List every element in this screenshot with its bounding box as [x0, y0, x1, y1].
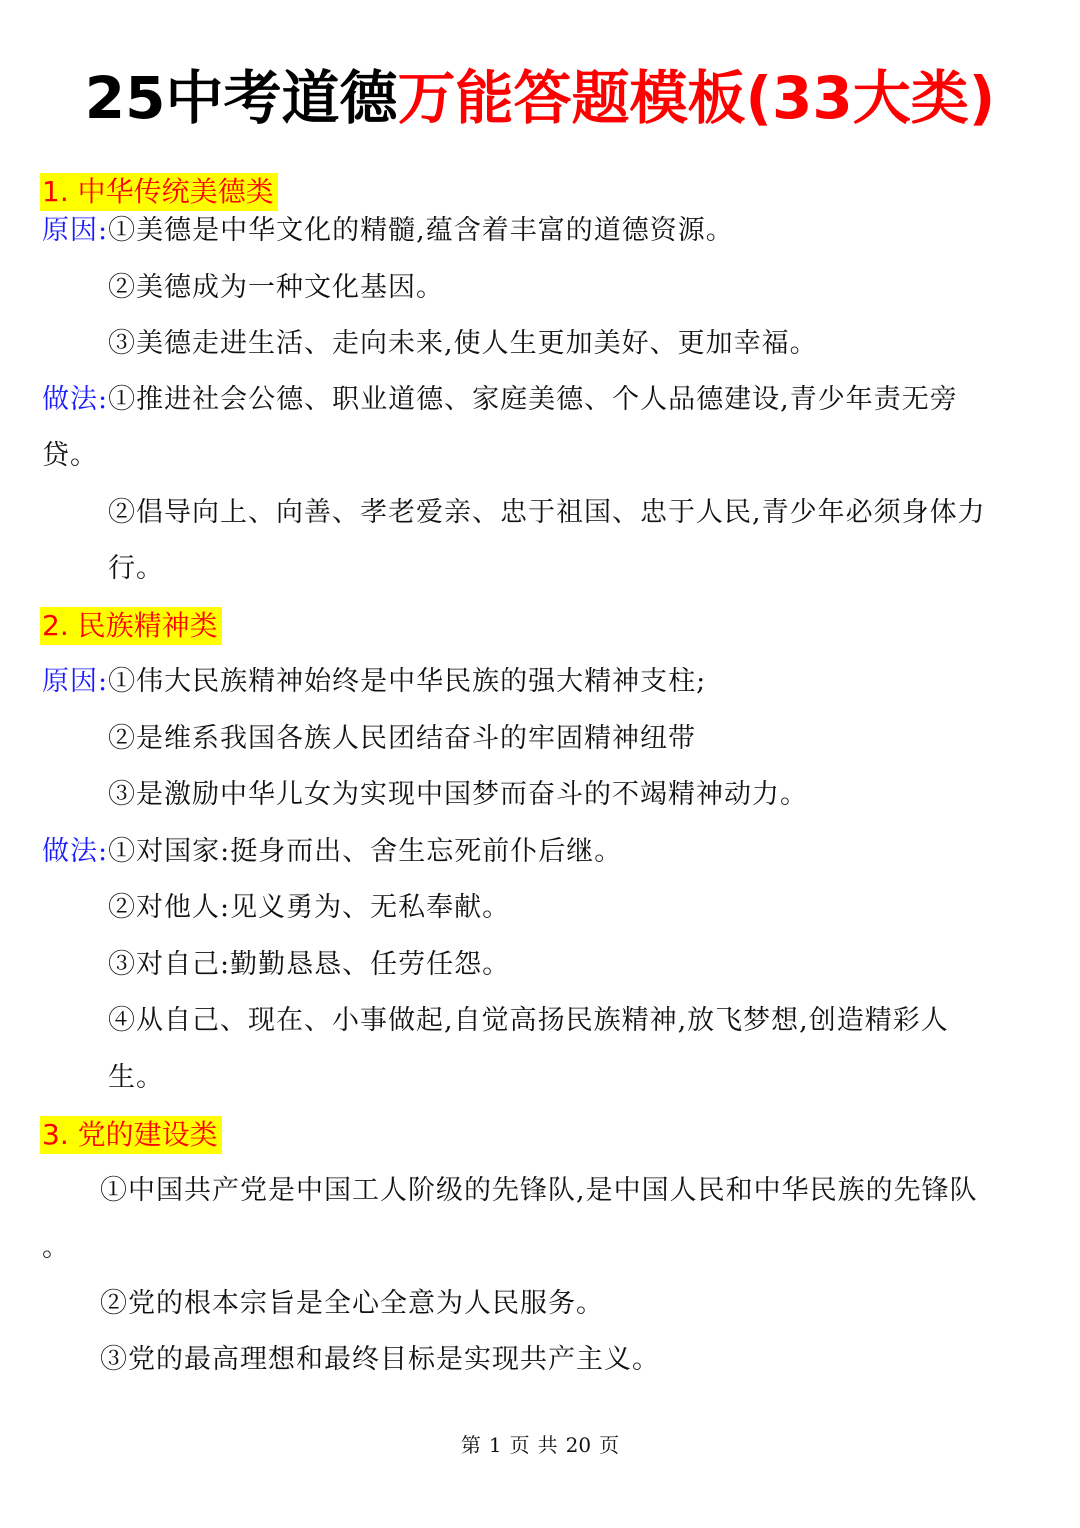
method-label: 做法:: [42, 836, 109, 867]
method-line: [42, 380, 958, 420]
reason-label: 原因:: [42, 666, 109, 697]
reason-line: [42, 662, 706, 702]
method-item-continued: 行。: [108, 553, 164, 584]
title-red-part: 万能答题模板(33大类): [397, 64, 996, 132]
section-heading-2: 2. 民族精神类: [40, 607, 222, 645]
method-line: [42, 832, 622, 872]
reason-item: ③是激励中华儿女为实现中国梦而奋斗的不竭精神动力。: [108, 779, 808, 810]
section-heading-1: 1. 中华传统美德类: [40, 173, 278, 211]
reason-item: ①美德是中华文化的精髓,蕴含着丰富的道德资源。: [108, 215, 734, 246]
method-item: ①推进社会公德、职业道德、家庭美德、个人品德建设,青少年责无旁: [108, 384, 958, 415]
method-label: 做法:: [42, 384, 109, 415]
reason-label: 原因:: [42, 215, 109, 246]
method-item: ③对自己:勤勤恳恳、任劳任怨。: [108, 949, 511, 980]
page-title: [0, 58, 1080, 138]
section-heading-3: 3. 党的建设类: [40, 1116, 222, 1154]
reason-item: ②美德成为一种文化基因。: [108, 272, 444, 303]
title-black-part: 25中考道德: [84, 64, 398, 132]
reason-item: ①伟大民族精神始终是中华民族的强大精神支柱;: [108, 666, 707, 697]
party-item: ③党的最高理想和最终目标是实现共产主义。: [100, 1344, 660, 1375]
footer-page-number: 1: [488, 1433, 502, 1457]
footer-middle2: 共: [537, 1433, 558, 1457]
reason-item: ③美德走进生活、走向未来,使人生更加美好、更加幸福。: [108, 328, 818, 359]
page-footer: [0, 1430, 1080, 1460]
method-item: ④从自己、现在、小事做起,自觉高扬民族精神,放飞梦想,创造精彩人: [108, 1005, 949, 1036]
party-item-continued: 。: [42, 1232, 70, 1263]
method-item-continued: 生。: [108, 1062, 164, 1093]
reason-item: ②是维系我国各族人民团结奋斗的牢固精神纽带: [108, 723, 696, 754]
party-item: ②党的根本宗旨是全心全意为人民服务。: [100, 1288, 604, 1319]
method-item: ①对国家:挺身而出、舍生忘死前仆后继。: [108, 836, 623, 867]
method-item-continued: 贷。: [42, 440, 98, 471]
method-item: ②对他人:见义勇为、无私奉献。: [108, 892, 511, 923]
footer-middle1: 页: [509, 1433, 530, 1457]
footer-suffix: 页: [599, 1433, 620, 1457]
party-item: ①中国共产党是中国工人阶级的先锋队,是中国人民和中华民族的先锋队: [100, 1175, 978, 1206]
method-item: ②倡导向上、向善、孝老爱亲、忠于祖国、忠于人民,青少年必须身体力: [108, 497, 986, 528]
reason-line: [42, 211, 734, 251]
footer-total-pages: 20: [565, 1433, 592, 1457]
footer-prefix: 第: [460, 1433, 481, 1457]
